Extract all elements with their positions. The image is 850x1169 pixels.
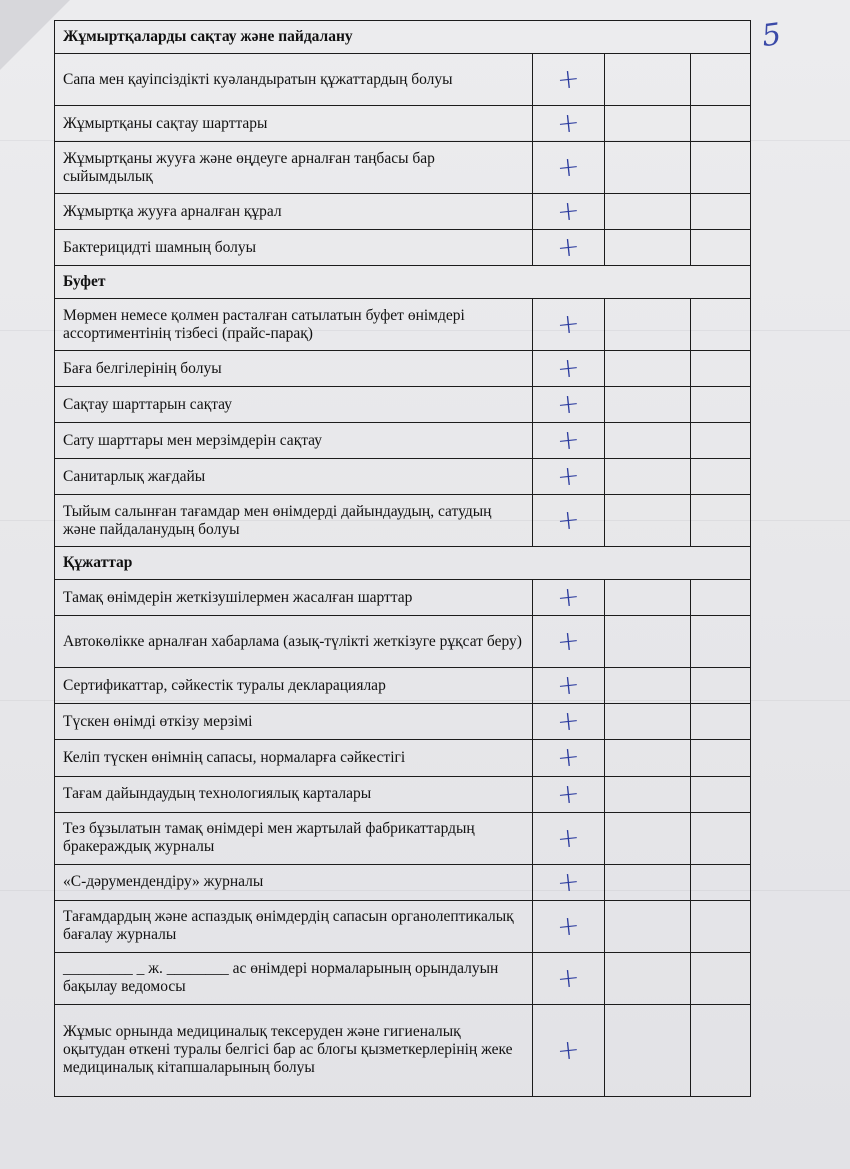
inspection-checklist-table bbox=[54, 20, 751, 1097]
check-mark-cell bbox=[533, 580, 605, 616]
check-mark-cell bbox=[533, 299, 605, 351]
empty-cell bbox=[605, 387, 691, 423]
empty-cell bbox=[691, 387, 751, 423]
table-row bbox=[55, 351, 751, 387]
empty-cell bbox=[691, 952, 751, 1004]
row-label: «С-дәрумендендіру» журналы bbox=[55, 864, 533, 900]
empty-cell bbox=[691, 668, 751, 704]
handwritten-plus-mark: + bbox=[555, 106, 582, 141]
empty-cell bbox=[691, 740, 751, 776]
empty-cell bbox=[605, 495, 691, 547]
empty-cell bbox=[605, 580, 691, 616]
table-row bbox=[55, 812, 751, 864]
empty-cell bbox=[691, 1004, 751, 1096]
empty-cell bbox=[605, 106, 691, 142]
row-label: Жұмыс орнында медициналық тексеруден және гигиеналық оқытудан өткені туралы белгісі бар ас блогы қызметкерлерінің жеке медициналық кітапшаларының болуы bbox=[55, 1004, 533, 1096]
empty-cell bbox=[605, 459, 691, 495]
check-mark-cell bbox=[533, 616, 605, 668]
check-mark-cell bbox=[533, 194, 605, 230]
table-row bbox=[55, 900, 751, 952]
table-row bbox=[55, 194, 751, 230]
check-mark-cell bbox=[533, 423, 605, 459]
empty-cell bbox=[605, 230, 691, 266]
handwritten-plus-mark: + bbox=[555, 865, 582, 899]
section-title-documents: Құжаттар bbox=[55, 547, 751, 580]
check-mark-cell bbox=[533, 952, 605, 1004]
empty-cell bbox=[605, 864, 691, 900]
empty-cell bbox=[691, 864, 751, 900]
row-label: _________ _ ж. ________ ас өнімдері нормаларының орындалуын бақылау ведомосы bbox=[55, 952, 533, 1004]
section-title-buffet: Буфет bbox=[55, 266, 751, 299]
row-label: Тыйым салынған тағамдар мен өнімдерді дайындаудың, сатудың және пайдаланудың болуы bbox=[55, 495, 533, 547]
handwritten-plus-mark: + bbox=[555, 705, 582, 739]
handwritten-plus-mark: + bbox=[555, 821, 582, 855]
check-mark-cell bbox=[533, 1004, 605, 1096]
check-mark-cell bbox=[533, 142, 605, 194]
table-row bbox=[55, 616, 751, 668]
empty-cell bbox=[691, 812, 751, 864]
empty-cell bbox=[605, 1004, 691, 1096]
empty-cell bbox=[691, 54, 751, 106]
handwritten-plus-mark: + bbox=[555, 150, 582, 185]
check-mark-cell bbox=[533, 387, 605, 423]
empty-cell bbox=[691, 459, 751, 495]
handwritten-plus-mark: + bbox=[555, 777, 582, 811]
empty-cell bbox=[691, 616, 751, 668]
table-row bbox=[55, 106, 751, 142]
section-header-row bbox=[55, 266, 751, 299]
row-label: Келіп түскен өнімнің сапасы, нормаларға сәйкестігі bbox=[55, 740, 533, 776]
empty-cell bbox=[605, 812, 691, 864]
check-mark-cell bbox=[533, 812, 605, 864]
empty-cell bbox=[605, 776, 691, 812]
empty-cell bbox=[605, 900, 691, 952]
row-label: Сертификаттар, сәйкестік туралы декларациялар bbox=[55, 668, 533, 704]
empty-cell bbox=[605, 668, 691, 704]
table-row bbox=[55, 387, 751, 423]
empty-cell bbox=[691, 704, 751, 740]
row-label: Жұмыртқа жууға арналған құрал bbox=[55, 194, 533, 230]
handwritten-plus-mark: + bbox=[555, 961, 582, 995]
handwritten-plus-mark: + bbox=[555, 424, 582, 458]
row-label: Сату шарттары мен мерзімдерін сақтау bbox=[55, 423, 533, 459]
table-row bbox=[55, 740, 751, 776]
table-row bbox=[55, 1004, 751, 1096]
check-mark-cell bbox=[533, 740, 605, 776]
handwritten-plus-mark: + bbox=[555, 194, 582, 229]
check-mark-cell bbox=[533, 351, 605, 387]
table-row bbox=[55, 864, 751, 900]
row-label: Бактерицидті шамның болуы bbox=[55, 230, 533, 266]
row-label: Автокөлікке арналған хабарлама (азық-түлікті жеткізуге рұқсат беру) bbox=[55, 616, 533, 668]
empty-cell bbox=[691, 351, 751, 387]
handwritten-plus-mark: + bbox=[555, 230, 582, 265]
empty-cell bbox=[605, 616, 691, 668]
check-mark-cell bbox=[533, 864, 605, 900]
handwritten-plus-mark: + bbox=[555, 909, 582, 943]
handwritten-plus-mark: + bbox=[555, 741, 582, 775]
check-mark-cell bbox=[533, 704, 605, 740]
check-mark-cell bbox=[533, 106, 605, 142]
check-mark-cell bbox=[533, 495, 605, 547]
empty-cell bbox=[605, 299, 691, 351]
handwritten-page-number: 5 bbox=[759, 16, 784, 55]
empty-cell bbox=[605, 423, 691, 459]
table-row bbox=[55, 580, 751, 616]
table-row bbox=[55, 423, 751, 459]
check-mark-cell bbox=[533, 668, 605, 704]
handwritten-plus-mark: + bbox=[555, 625, 582, 659]
empty-cell bbox=[691, 580, 751, 616]
empty-cell bbox=[691, 776, 751, 812]
section-header-row bbox=[55, 547, 751, 580]
check-mark-cell bbox=[533, 54, 605, 106]
check-mark-cell bbox=[533, 230, 605, 266]
empty-cell bbox=[605, 142, 691, 194]
empty-cell bbox=[691, 299, 751, 351]
table-row bbox=[55, 776, 751, 812]
empty-cell bbox=[605, 740, 691, 776]
table-row bbox=[55, 668, 751, 704]
table-row bbox=[55, 952, 751, 1004]
empty-cell bbox=[691, 106, 751, 142]
check-mark-cell bbox=[533, 900, 605, 952]
section-header-row bbox=[55, 21, 751, 54]
table-row bbox=[55, 704, 751, 740]
handwritten-plus-mark: + bbox=[555, 308, 582, 342]
table-row bbox=[55, 230, 751, 266]
row-label: Жұмыртқаны жууға және өңдеуге арналған таңбасы бар сыйымдылық bbox=[55, 142, 533, 194]
handwritten-plus-mark: + bbox=[555, 1033, 582, 1067]
empty-cell bbox=[691, 423, 751, 459]
handwritten-plus-mark: + bbox=[555, 352, 582, 386]
row-label: Тез бұзылатын тамақ өнімдері мен жартылай фабрикаттардың бракераждық журналы bbox=[55, 812, 533, 864]
table-row bbox=[55, 299, 751, 351]
empty-cell bbox=[605, 194, 691, 230]
handwritten-plus-mark: + bbox=[555, 62, 582, 97]
row-label: Баға белгілерінің болуы bbox=[55, 351, 533, 387]
handwritten-plus-mark: + bbox=[555, 388, 582, 422]
table-row bbox=[55, 495, 751, 547]
handwritten-plus-mark: + bbox=[555, 504, 582, 538]
row-label: Жұмыртқаны сақтау шарттары bbox=[55, 106, 533, 142]
empty-cell bbox=[605, 54, 691, 106]
check-mark-cell bbox=[533, 776, 605, 812]
handwritten-plus-mark: + bbox=[555, 581, 582, 615]
empty-cell bbox=[605, 704, 691, 740]
row-label: Тамақ өнімдерін жеткізушілермен жасалған шарттар bbox=[55, 580, 533, 616]
table-row bbox=[55, 54, 751, 106]
row-label: Тағамдардың және аспаздық өнімдердің сапасын органолептикалық бағалау журналы bbox=[55, 900, 533, 952]
handwritten-plus-mark: + bbox=[555, 460, 582, 494]
row-label: Санитарлық жағдайы bbox=[55, 459, 533, 495]
empty-cell bbox=[691, 230, 751, 266]
table-row bbox=[55, 142, 751, 194]
row-label: Сапа мен қауіпсіздікті куәландыратын құжаттардың болуы bbox=[55, 54, 533, 106]
empty-cell bbox=[691, 900, 751, 952]
check-mark-cell bbox=[533, 459, 605, 495]
row-label: Тағам дайындаудың технологиялық карталары bbox=[55, 776, 533, 812]
row-label: Түскен өнімді өткізу мерзімі bbox=[55, 704, 533, 740]
empty-cell bbox=[691, 194, 751, 230]
empty-cell bbox=[691, 142, 751, 194]
empty-cell bbox=[605, 952, 691, 1004]
empty-cell bbox=[605, 351, 691, 387]
section-title-eggs: Жұмыртқаларды сақтау және пайдалану bbox=[55, 21, 751, 54]
table-row bbox=[55, 459, 751, 495]
handwritten-plus-mark: + bbox=[555, 669, 582, 703]
row-label: Сақтау шарттарын сақтау bbox=[55, 387, 533, 423]
row-label: Мөрмен немесе қолмен расталған сатылатын буфет өнімдері ассортиментінің тізбесі (прайс-парақ) bbox=[55, 299, 533, 351]
empty-cell bbox=[691, 495, 751, 547]
